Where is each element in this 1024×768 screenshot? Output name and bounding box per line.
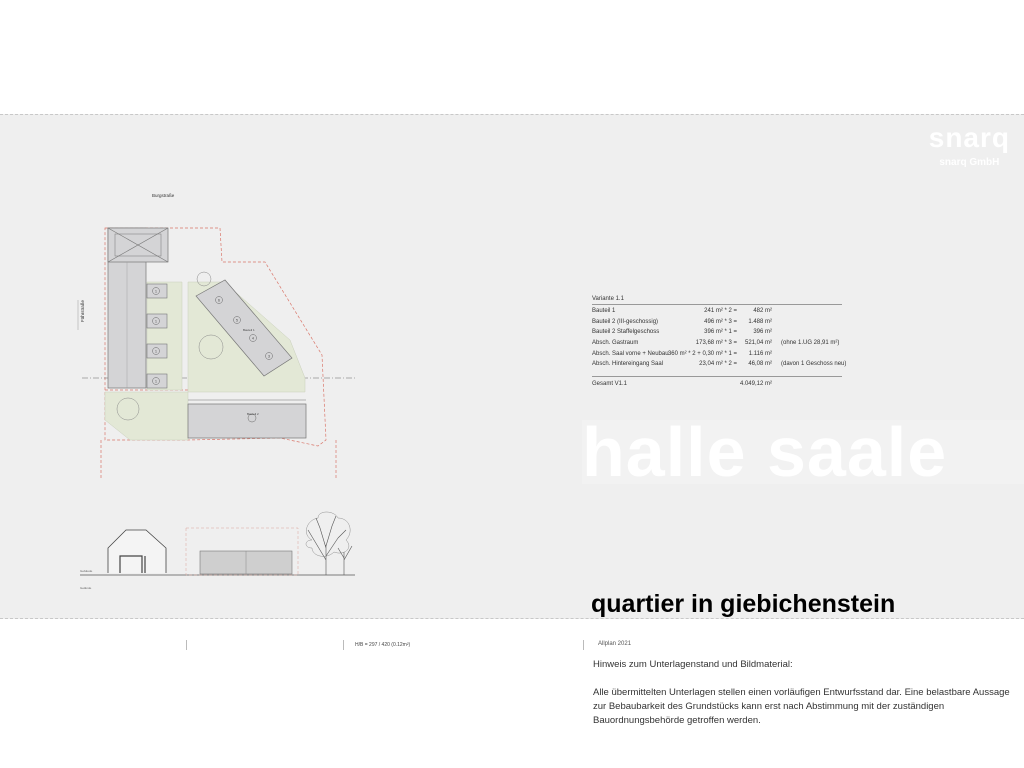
note-body: Alle übermittelten Unterlagen stellen einen vorläufigen Entwurfsstand dar. Eine belastbare Aussage zur Bebaubarkeit des Grundstücks kann erst nach Abstimmung mit der zuständigen Bauordnungsbehörde getroffen werden. <box>593 687 1010 726</box>
footer-tick <box>186 640 187 650</box>
disclaimer-note <box>593 658 1013 742</box>
unit-number: 1 <box>155 379 157 384</box>
city-watermark-band <box>582 420 1024 484</box>
row-calc: 23,04 m² * 2 = <box>699 361 737 368</box>
row-name: Absch. Gastraum <box>592 340 639 347</box>
row-note: (davon 1 Geschoss neu) <box>781 361 847 368</box>
table-row <box>592 308 842 319</box>
footer-tick <box>583 640 584 650</box>
green-area-south <box>105 392 188 440</box>
scale-info: H/B = 297 / 420 (0.12m²) <box>355 642 411 648</box>
row-calc: 173,68 m² * 3 = <box>695 340 737 347</box>
note-heading: Hinweis zum Unterlagenstand und Bildmaterial: <box>593 659 793 670</box>
unit-number: 1 <box>155 319 157 324</box>
section-label: Gebäude <box>80 569 93 573</box>
row-calc: 496 m² * 3 = <box>704 318 737 325</box>
area-table <box>592 296 847 392</box>
row-name: Absch. Saal vorne + Neubau <box>592 350 669 357</box>
row-value: 482 m² <box>753 308 772 314</box>
project-title: quartier in giebichenstein <box>591 590 896 618</box>
row-value: 521,04 m² <box>744 340 772 347</box>
bauteil-2-label: Bauteil 2 <box>247 412 259 416</box>
total-value: 4.049,12 m² <box>739 381 772 388</box>
row-note: (ohne 1.UG 28,91 m²) <box>781 340 840 347</box>
tower-number: 5 <box>236 318 238 323</box>
row-calc: 241 m² * 2 = <box>704 308 737 314</box>
unit-number: 1 <box>155 349 157 354</box>
street-label-top: Burgstraße <box>152 193 175 198</box>
row-name: Absch. Hintereingang Saal <box>592 361 664 368</box>
row-value: 1.116 m² <box>748 350 772 357</box>
tower-label: Bauteil 1 <box>243 328 255 332</box>
table-total-row <box>592 381 842 392</box>
table-row <box>592 340 842 351</box>
tower-number: 3 <box>268 354 270 359</box>
section-house-outline <box>108 530 166 573</box>
row-name: Bauteil 1 <box>592 308 616 314</box>
table-row <box>592 361 847 372</box>
tree-elevation <box>306 512 352 575</box>
row-value: 1.488 m² <box>748 318 772 325</box>
tower-number: 6 <box>218 298 220 303</box>
logo-company: snarq GmbH <box>939 157 1000 168</box>
building-bauteil-2 <box>188 404 306 438</box>
row-calc: 396 m² * 1 = <box>704 329 737 336</box>
table-row <box>592 319 842 330</box>
software-label: Allplan 2021 <box>598 641 632 647</box>
footer-tick <box>343 640 344 650</box>
logo-wordmark: snarq <box>928 122 1010 153</box>
row-name: Bauteil 2 (III-geschossig) <box>592 318 659 325</box>
city-watermark-text: halle saale <box>582 420 948 484</box>
row-calc: 360 m² * 2 + 0,30 m² * 1 = <box>667 350 737 357</box>
unit-number: 1 <box>155 289 157 294</box>
street-label-left: Fährstraße <box>80 299 85 322</box>
row-value: 46,08 m² <box>748 361 772 368</box>
section-elevation <box>80 512 355 590</box>
row-name: Bauteil 2 Staffelgeschoss <box>592 329 660 336</box>
tower-number: 4 <box>252 336 254 341</box>
section-label: Gelände <box>80 586 92 590</box>
table-row <box>592 329 842 340</box>
total-label: Gesamt V1.1 <box>592 381 628 388</box>
row-value: 396 m² <box>753 329 772 336</box>
area-table-title: Variante 1.1 <box>592 296 842 305</box>
table-row <box>592 351 842 362</box>
